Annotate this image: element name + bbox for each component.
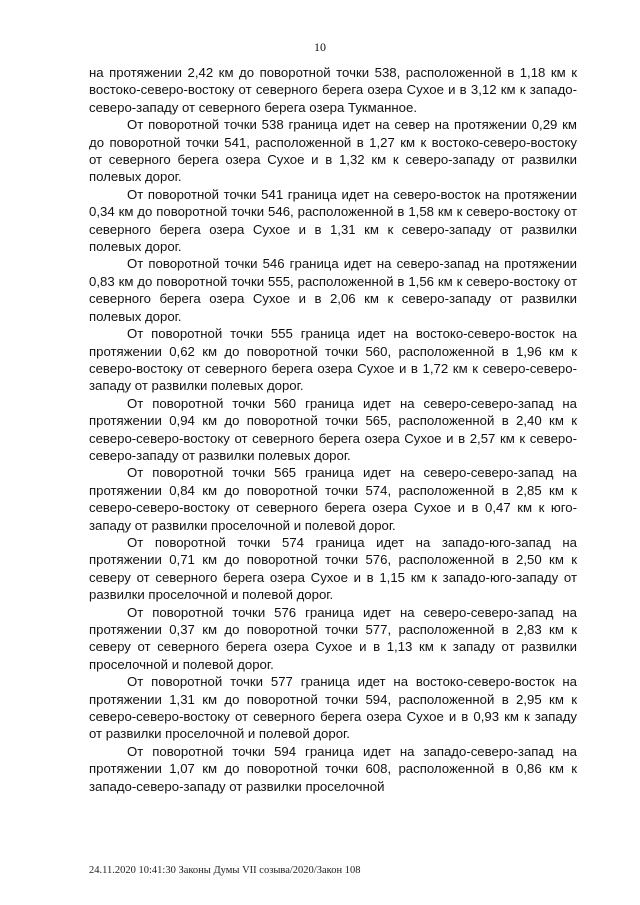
paragraph-4: От поворотной точки 546 граница идет на северо-запад на протяжении 0,83 км до поворотной точки 555, расположенной в 1,56 км к северо-востоку от северного берега озера Сухое и в 2,06 км к северо-западу от развилки полевых дорог. — [89, 256, 577, 324]
document-footer: 24.11.2020 10:41:30 Законы Думы VII созыва/2020/Закон 108 — [89, 865, 361, 876]
page-number: 10 — [314, 40, 326, 54]
document-body — [89, 64, 577, 795]
paragraph-5: От поворотной точки 555 граница идет на востоко-северо-восток на протяжении 0,62 км до поворотной точки 560, расположенной в 1,96 км к северо-востоку от северного берега озера Сухое и в 1,72 км к северо-северо-западу от развилки полевых дорог. — [89, 326, 577, 394]
paragraph-1: на протяжении 2,42 км до поворотной точки 538, расположенной в 1,18 км к востоко-северо-востоку от северного берега озера Сухое и в 3,12 км к западо-северо-западу от северного берега озера Тукманное. — [89, 65, 577, 115]
paragraph-9: От поворотной точки 576 граница идет на северо-северо-запад на протяжении 0,37 км до поворотной точки 577, расположенной в 2,83 км к северу от северного берега озера Сухое и в 1,13 км к западу от развилки проселочной и полевой дорог. — [89, 604, 577, 672]
paragraph-11: От поворотной точки 594 граница идет на западо-северо-запад на протяжении 1,07 км до поворотной точки 608, расположенной в 0,86 км к западо-северо-западу от развилки проселочной — [89, 743, 577, 794]
paragraph-10: От поворотной точки 577 граница идет на востоко-северо-восток на протяжении 1,31 км до поворотной точки 594, расположенной в 2,95 км к северо-северо-востоку от северного берега озера Сухое и в 0,93 км к западу от развилки проселочной и полевой дорог. — [89, 674, 577, 742]
paragraph-6: От поворотной точки 560 граница идет на северо-северо-запад на протяжении 0,94 км до поворотной точки 565, расположенной в 2,40 км к северо-северо-востоку от северного берега озера Сухое и в 2,57 км к северо-северо-западу от развилки полевых дорог. — [89, 395, 577, 463]
paragraph-2: От поворотной точки 538 граница идет на север на протяжении 0,29 км до поворотной точки 541, расположенной в 1,27 км к востоко-северо-востоку от северного берега озера Сухое и в 1,32 км к северо-западу от развилки полевых дорог. — [89, 117, 577, 185]
paragraph-7: От поворотной точки 565 граница идет на северо-северо-запад на протяжении 0,84 км до поворотной точки 574, расположенной в 2,85 км к северо-северо-востоку от северного берега озера Сухое и в 0,47 км к юго-западу от развилки проселочной и полевой дорог. — [89, 465, 577, 533]
paragraph-3: От поворотной точки 541 граница идет на северо-восток на протяжении 0,34 км до поворотной точки 546, расположенной в 1,58 км к северо-востоку от северного берега озера Сухое и в 1,31 км к северо-западу от развилки полевых дорог. — [89, 186, 577, 255]
paragraph-8: От поворотной точки 574 граница идет на западо-юго-запад на протяжении 0,71 км до поворотной точки 576, расположенной в 2,50 км к северу от северного берега озера Сухое и в 1,15 км к западо-юго-западу от развилки проселочной и полевой дорог. — [89, 534, 577, 603]
